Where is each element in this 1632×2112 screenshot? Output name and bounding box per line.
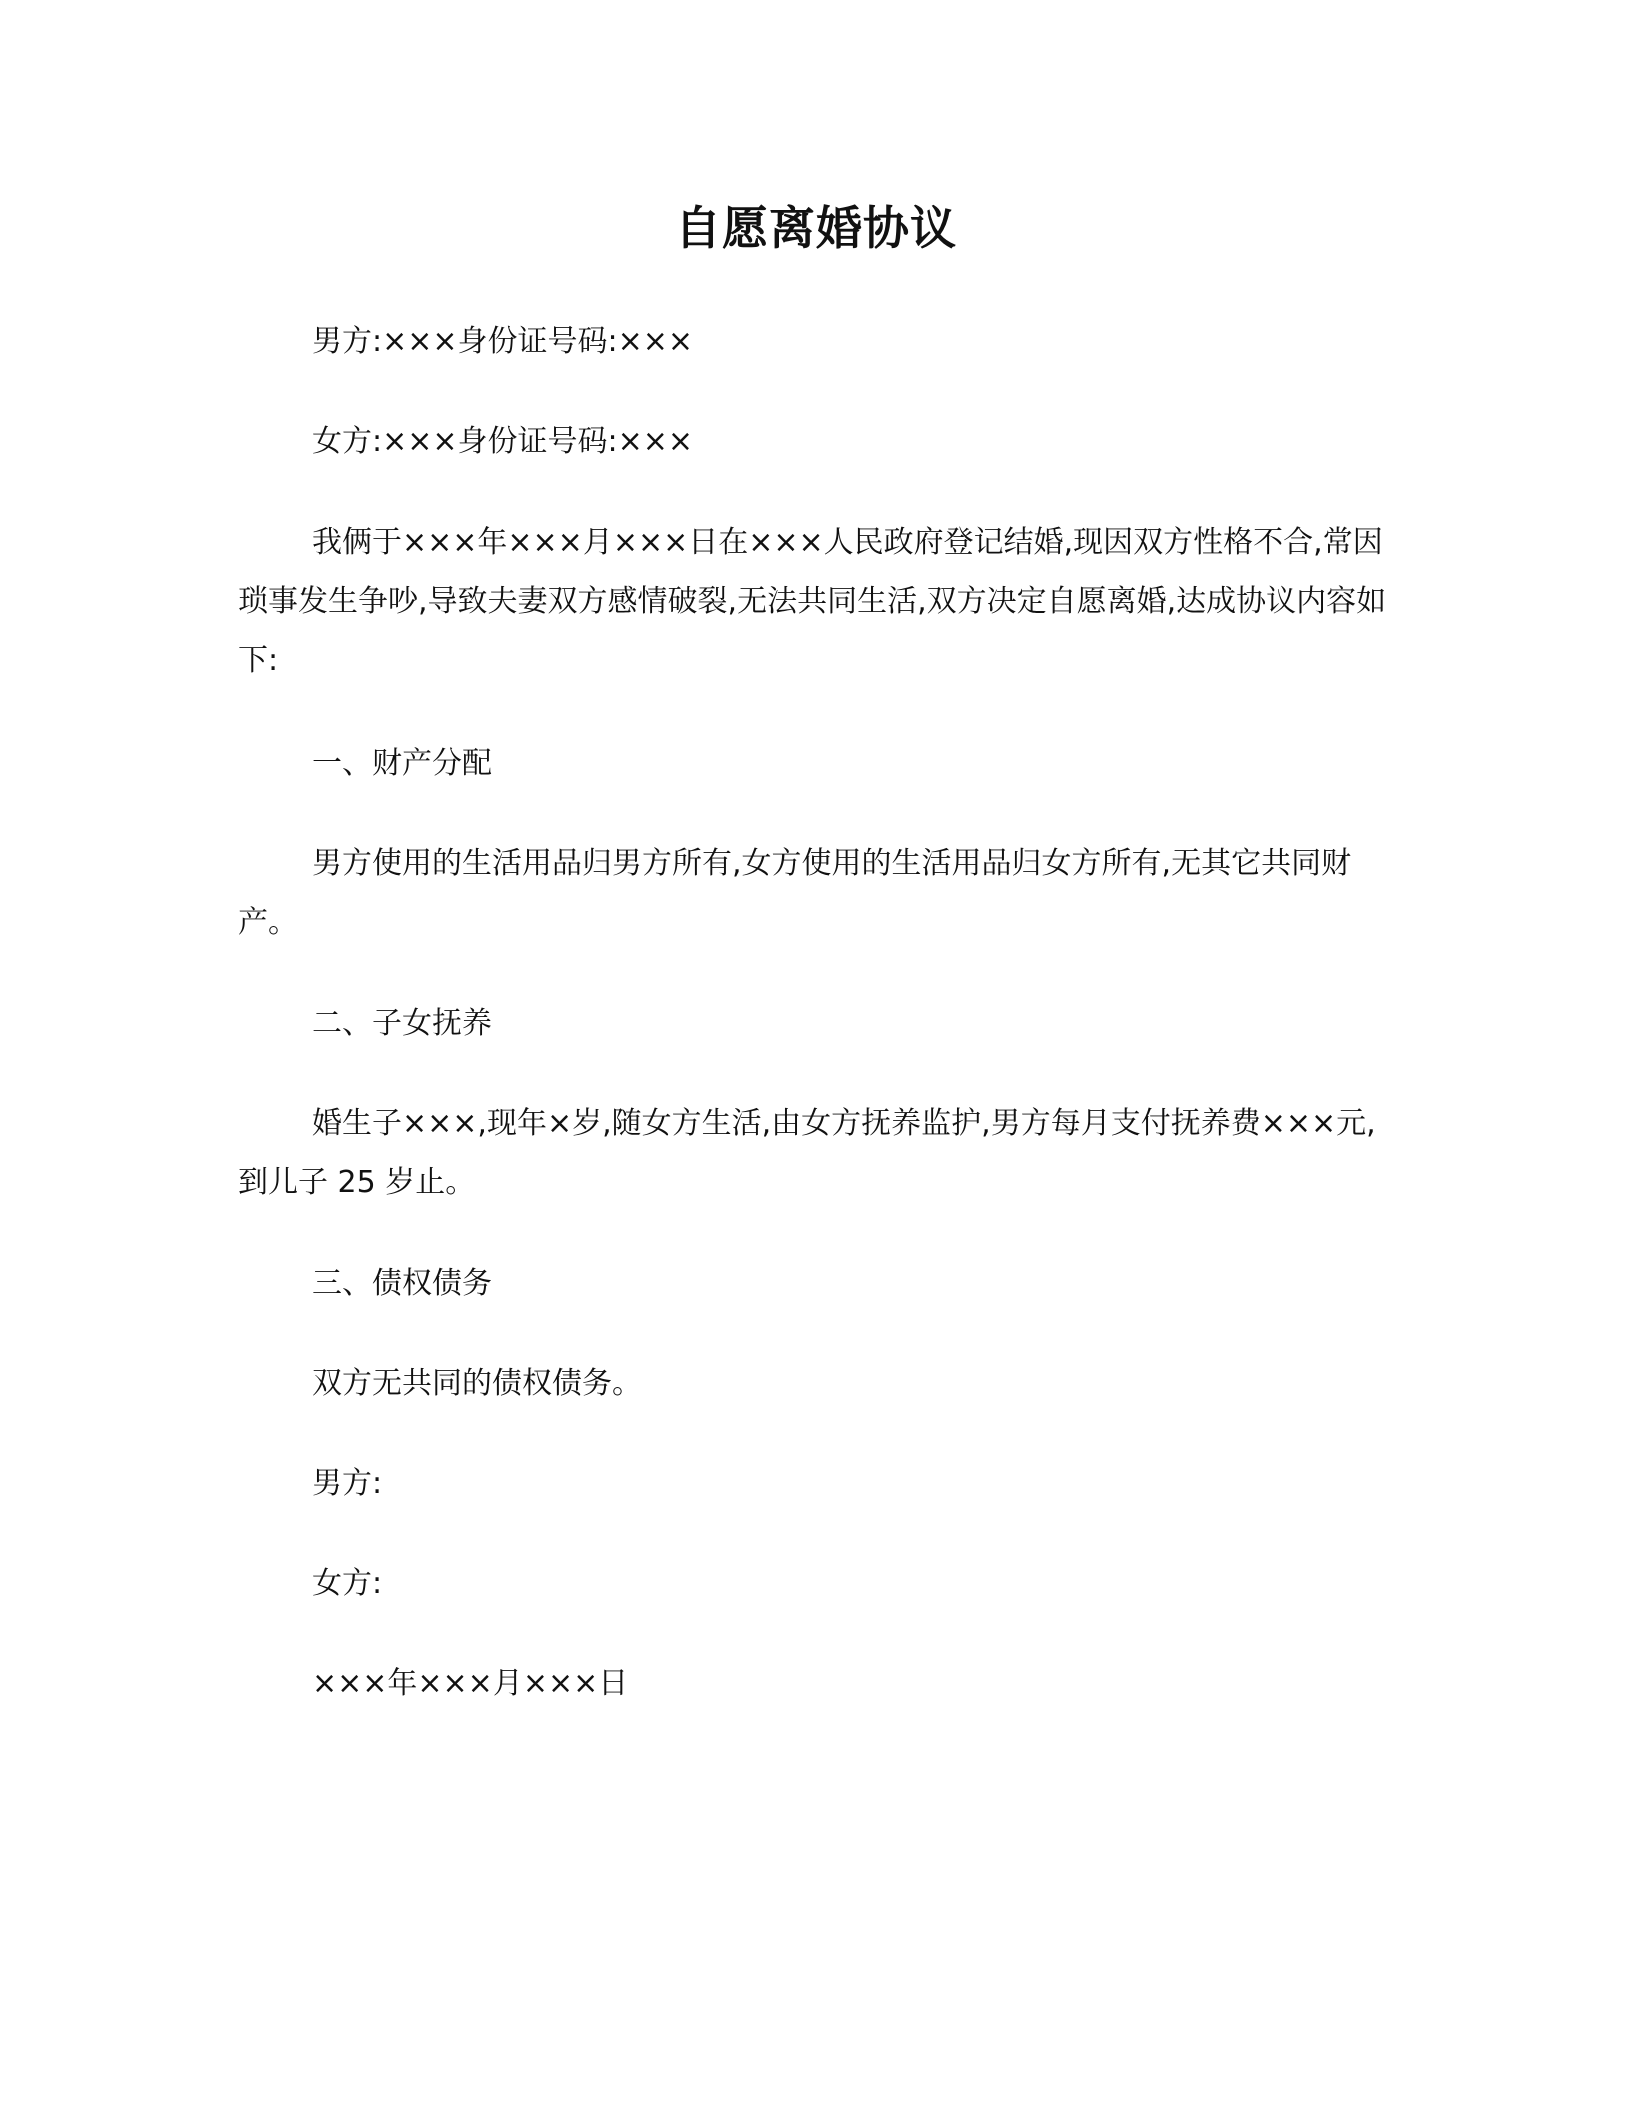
signature-female: 女方:	[312, 1566, 383, 1601]
section-heading-children: 二、子女抚养	[312, 1006, 492, 1041]
section-body-children: 婚生子×××,现年×岁,随女方生活,由女方抚养监护,男方每月支付抚养费×××元,到儿子 25 岁止。	[238, 1106, 1376, 1200]
document-title: 自愿离婚协议	[675, 201, 957, 255]
signature-male: 男方:	[312, 1466, 383, 1501]
signature-date: ×××年×××月×××日	[312, 1666, 629, 1701]
section-heading-debts: 三、债权债务	[312, 1266, 492, 1301]
section-body-debts: 双方无共同的债权债务。	[312, 1366, 642, 1401]
male-party-line: 男方:×××身份证号码:×××	[312, 324, 694, 359]
female-party-line: 女方:×××身份证号码:×××	[312, 424, 694, 459]
section-body-property: 男方使用的生活用品归男方所有,女方使用的生活用品归女方所有,无其它共同财产。	[238, 846, 1352, 940]
section-heading-property: 一、财产分配	[312, 746, 492, 781]
intro-paragraph: 我俩于×××年×××月×××日在×××人民政府登记结婚,现因双方性格不合,常因琐事发生争吵,导致夫妻双方感情破裂,无法共同生活,双方决定自愿离婚,达成协议内容如下:	[238, 525, 1387, 678]
